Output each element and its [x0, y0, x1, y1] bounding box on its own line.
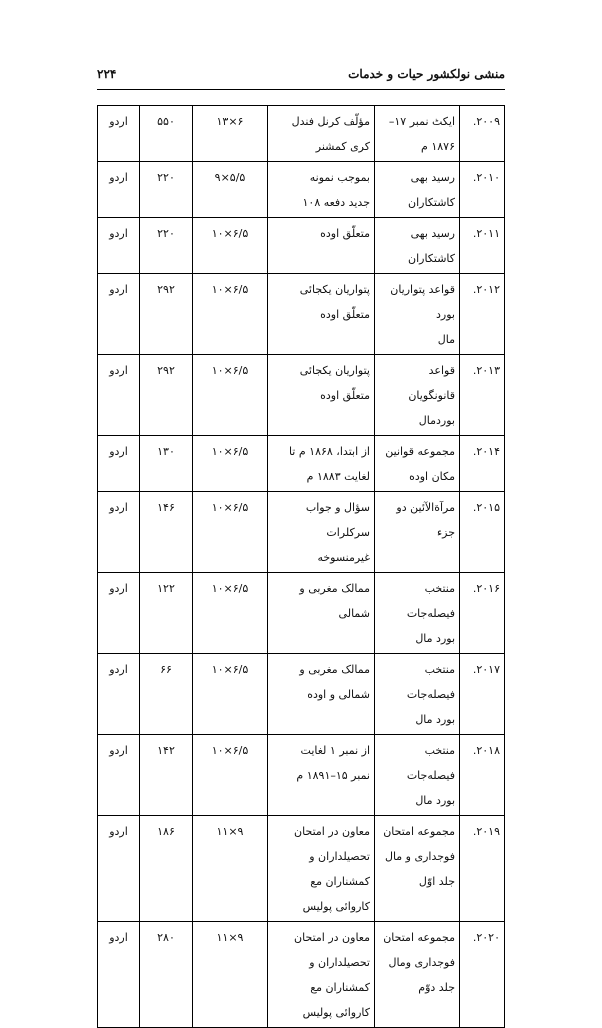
book-title-line: ایکٹ نمبر ۱۷–	[388, 115, 455, 128]
book-description-line: تحصیلداران و	[309, 850, 370, 863]
page-count: ۶۶	[140, 654, 193, 735]
page-header	[97, 63, 505, 87]
page-number: ۲۲۴	[97, 67, 117, 81]
book-description	[268, 436, 375, 492]
book-title	[375, 218, 460, 274]
language: اردو	[98, 922, 140, 1028]
book-description	[268, 654, 375, 735]
page-count: ۲۹۲	[140, 355, 193, 436]
book-description-line: متعلّق اوده	[320, 389, 370, 402]
book-title-line: بوردمال	[418, 414, 455, 427]
book-description	[268, 735, 375, 816]
book-description-line: ممالک مغربی و	[299, 663, 370, 676]
book-description	[268, 492, 375, 573]
table-row	[98, 162, 505, 218]
book-description-line: کمشناران مع	[310, 875, 370, 888]
book-title-line: بورد مال	[415, 632, 455, 645]
catalogue-table-body	[98, 106, 505, 1028]
table-row	[98, 274, 505, 355]
book-title-line: مرآةالآئین دو جزء	[396, 501, 455, 539]
book-description	[268, 816, 375, 922]
language: اردو	[98, 735, 140, 816]
book-description-line: جدید دفعه ۱۰۸	[302, 196, 370, 209]
book-description	[268, 355, 375, 436]
table-row	[98, 922, 505, 1028]
entry-number: ۲۰۱۲.	[460, 274, 505, 355]
book-title-line: بورد مال	[415, 794, 455, 807]
language: اردو	[98, 436, 140, 492]
book-title-line: منتخب فیصله‌جات	[406, 744, 455, 782]
book-size: ۱۱×۹	[193, 922, 268, 1028]
book-description-line: شمالی و اوده	[307, 688, 370, 701]
book-description-line: کاروائی پولیس	[302, 900, 370, 913]
book-description-line: از نمبر ۱ لغایت	[300, 744, 370, 757]
header-rule	[97, 89, 505, 90]
entry-number: ۲۰۰۹.	[460, 106, 505, 162]
book-title-line: قواعد پتواریان بورد	[390, 283, 455, 321]
book-size: ۱۳×۶	[193, 106, 268, 162]
table-row	[98, 654, 505, 735]
book-description-line: معاون در امتحان	[294, 825, 370, 838]
book-title	[375, 355, 460, 436]
book-description	[268, 162, 375, 218]
book-title-line: مجموعه قوانین	[385, 445, 455, 458]
book-title	[375, 735, 460, 816]
table-row	[98, 735, 505, 816]
book-title	[375, 654, 460, 735]
catalogue-table	[97, 105, 505, 1028]
book-title-line: بورد مال	[415, 713, 455, 726]
page-count: ۱۲۲	[140, 573, 193, 654]
book-title-line: قواعد قانونگویان	[408, 364, 455, 402]
entry-number: ۲۰۱۳.	[460, 355, 505, 436]
book-title-line: فوجداری ومال	[388, 956, 455, 969]
language: اردو	[98, 355, 140, 436]
page-count: ۲۲۰	[140, 218, 193, 274]
language: اردو	[98, 218, 140, 274]
book-size: ۱۰×۶/۵	[193, 573, 268, 654]
entry-number: ۲۰۱۶.	[460, 573, 505, 654]
book-title	[375, 162, 460, 218]
book-description-line: پتواریان یکجائی	[299, 364, 370, 377]
running-title: منشی نولکشور حیات و خدمات	[348, 67, 505, 81]
book-title-line: مکان اوده	[409, 470, 455, 483]
language: اردو	[98, 573, 140, 654]
book-title-line: فوجداری و مال	[384, 850, 455, 863]
entry-number: ۲۰۱۵.	[460, 492, 505, 573]
book-title-line: جلد دوّم	[418, 981, 455, 994]
book-title-line: مجموعه امتحان	[383, 825, 455, 838]
book-size: ۹×۵/۵	[193, 162, 268, 218]
page-count: ۱۴۶	[140, 492, 193, 573]
book-title	[375, 436, 460, 492]
book-description-line: کمشناران مع	[310, 981, 370, 994]
page-count: ۲۲۰	[140, 162, 193, 218]
page-count: ۵۵۰	[140, 106, 193, 162]
book-description-line: نمبر ۱۵–۱۸۹۱ م	[296, 769, 370, 782]
book-size: ۱۰×۶/۵	[193, 654, 268, 735]
table-row	[98, 816, 505, 922]
entry-number: ۲۰۱۰.	[460, 162, 505, 218]
language: اردو	[98, 106, 140, 162]
book-description	[268, 922, 375, 1028]
book-title	[375, 492, 460, 573]
table-row	[98, 355, 505, 436]
book-title	[375, 573, 460, 654]
book-description-line: متعلّق اوده	[320, 308, 370, 321]
page-count: ۱۴۲	[140, 735, 193, 816]
table-row	[98, 106, 505, 162]
book-description-line: سرکلرات غیرمنسوخه	[317, 526, 370, 564]
book-description-line: پتواریان یکجائی	[299, 283, 370, 296]
page-count: ۲۹۲	[140, 274, 193, 355]
page-count: ۱۸۶	[140, 816, 193, 922]
book-description	[268, 274, 375, 355]
language: اردو	[98, 162, 140, 218]
book-description-line: متعلّق اوده	[320, 227, 370, 240]
entry-number: ۲۰۱۹.	[460, 816, 505, 922]
table-row	[98, 436, 505, 492]
table-row	[98, 573, 505, 654]
book-description-line: معاون در امتحان	[294, 931, 370, 944]
book-size: ۱۰×۶/۵	[193, 492, 268, 573]
entry-number: ۲۰۱۷.	[460, 654, 505, 735]
book-description	[268, 573, 375, 654]
language: اردو	[98, 654, 140, 735]
language: اردو	[98, 492, 140, 573]
book-description-line: بموجب نمونه	[309, 171, 370, 184]
book-title	[375, 816, 460, 922]
entry-number: ۲۰۱۴.	[460, 436, 505, 492]
book-description	[268, 218, 375, 274]
book-title-line: منتخب فیصله‌جات	[406, 663, 455, 701]
book-title-line: رسید بهی کاشتکاران	[408, 171, 455, 209]
book-description-line: شمالی	[338, 607, 370, 620]
book-title-line: منتخب فیصله‌جات	[406, 582, 455, 620]
entry-number: ۲۰۱۸.	[460, 735, 505, 816]
book-size: ۱۱×۹	[193, 816, 268, 922]
book-size: ۱۰×۶/۵	[193, 735, 268, 816]
entry-number: ۲۰۲۰.	[460, 922, 505, 1028]
book-title	[375, 274, 460, 355]
book-size: ۱۰×۶/۵	[193, 274, 268, 355]
language: اردو	[98, 274, 140, 355]
book-title	[375, 106, 460, 162]
entry-number: ۲۰۱۱.	[460, 218, 505, 274]
book-title-line: جلد اوّل	[418, 875, 455, 888]
book-size: ۱۰×۶/۵	[193, 355, 268, 436]
page-count: ۱۳۰	[140, 436, 193, 492]
book-description-line: کاروائی پولیس	[302, 1006, 370, 1019]
book-description-line: مؤلّف کرنل فندل	[291, 115, 370, 128]
book-description-line: تحصیلداران و	[309, 956, 370, 969]
book-description	[268, 106, 375, 162]
book-description-line: لغایت ۱۸۸۳ م	[306, 470, 370, 483]
table-row	[98, 492, 505, 573]
book-description-line: ممالک مغربی و	[299, 582, 370, 595]
book-title-line: ۱۸۷۶ م	[421, 140, 455, 153]
language: اردو	[98, 816, 140, 922]
book-title-line: مال	[437, 333, 455, 346]
book-title-line: مجموعه امتحان	[383, 931, 455, 944]
book-size: ۱۰×۶/۵	[193, 218, 268, 274]
book-description-line: کری کمشنر	[315, 140, 370, 153]
table-row	[98, 218, 505, 274]
book-description-line: سؤال و جواب	[305, 501, 370, 514]
book-size: ۱۰×۶/۵	[193, 436, 268, 492]
book-title-line: رسید بهی کاشتکاران	[408, 227, 455, 265]
page-count: ۲۸۰	[140, 922, 193, 1028]
book-title	[375, 922, 460, 1028]
book-description-line: از ابتدا، ۱۸۶۸ م تا	[288, 445, 370, 458]
